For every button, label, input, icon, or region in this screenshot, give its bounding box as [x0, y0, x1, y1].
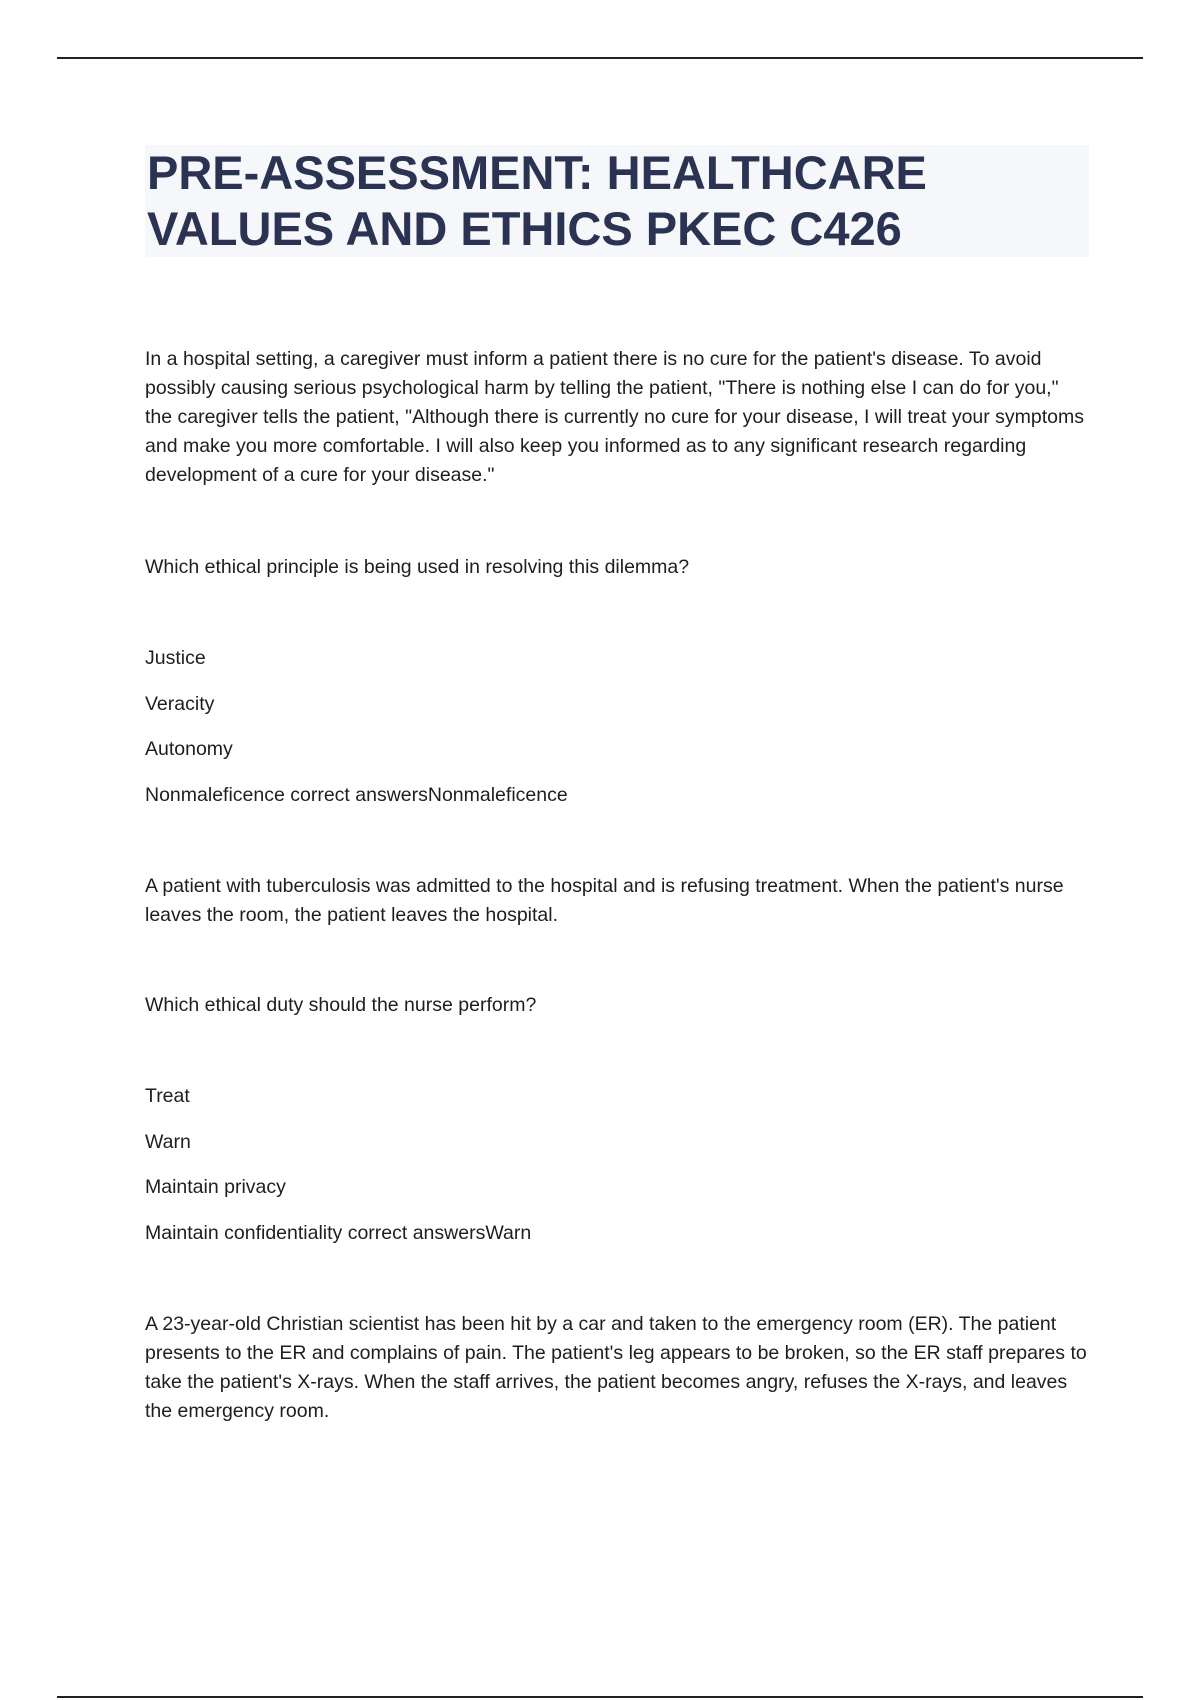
bottom-rule: [57, 1696, 1143, 1698]
question-2-option-1: Treat: [145, 1085, 190, 1107]
question-2-option-2: Warn: [145, 1131, 191, 1153]
question-2-prompt: Which ethical duty should the nurse perform?: [145, 994, 537, 1016]
question-1-option-2: Veracity: [145, 693, 215, 715]
question-1-stem: In a hospital setting, a caregiver must inform a patient there is no cure for the patient's disease. To avoid possibly causing serious psychological harm by telling the patient, "There is nothing else I can do for you," the caregiver tells the patient, "Although there is currently no cure for your disease, I will treat your symptoms and make you more comfortable. I will also keep you informed as to any significant research regarding development of a cure for your disease.": [145, 348, 1085, 486]
title-line-1: PRE-ASSESSMENT: HEALTHCARE: [147, 146, 927, 199]
question-2-option-4-answer: Maintain confidentiality correct answersWarn: [145, 1222, 532, 1244]
question-1-option-1: Justice: [145, 647, 206, 669]
question-1-option-4-answer: Nonmaleficence correct answersNonmaleficence: [145, 784, 568, 806]
question-2-option-3: Maintain privacy: [145, 1176, 286, 1198]
top-rule: [57, 57, 1143, 59]
question-3-stem: A 23-year-old Christian scientist has been hit by a car and taken to the emergency room (ER). The patient presents to the ER and complains of pain. The patient's leg appears to be broken, so the ER staff prepares to take the patient's X-rays. When the staff arrives, the patient becomes angry, refuses the X-rays, and leaves the emergency room.: [145, 1313, 1087, 1422]
question-1-option-3: Autonomy: [145, 738, 233, 760]
question-1-prompt: Which ethical principle is being used in resolving this dilemma?: [145, 556, 690, 578]
title-block: [145, 145, 1089, 257]
title-line-2: VALUES AND ETHICS PKEC C426: [147, 202, 902, 255]
question-2-stem: A patient with tuberculosis was admitted to the hospital and is refusing treatment. When the patient's nurse leaves the room, the patient leaves the hospital.: [145, 875, 1064, 926]
document-title: [147, 145, 1089, 257]
